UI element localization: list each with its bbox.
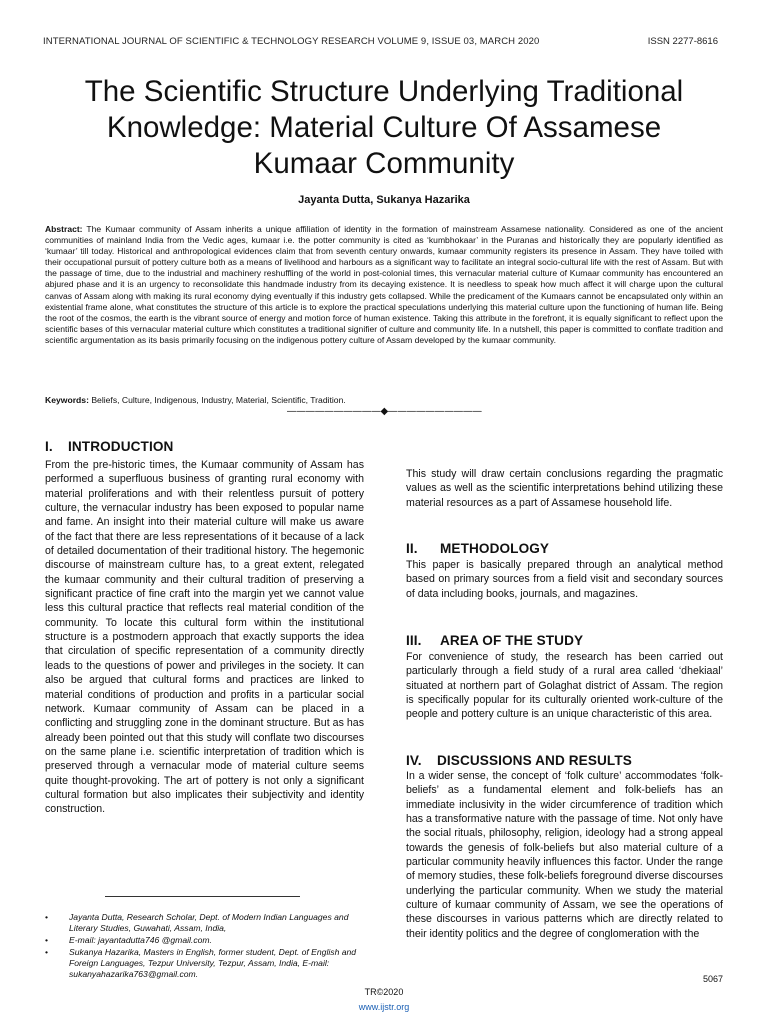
bullet-icon: •	[45, 946, 49, 957]
section-number: II.	[406, 541, 418, 556]
keywords-label: Keywords:	[45, 395, 89, 405]
abstract	[45, 224, 723, 346]
website-link[interactable]: www.ijstr.org	[358, 1002, 410, 1012]
keywords	[45, 395, 346, 405]
section-number: IV.	[406, 753, 422, 768]
section-number: I.	[45, 439, 53, 454]
footnote-item	[45, 912, 365, 934]
bullet-icon: •	[45, 912, 49, 922]
section-heading-area	[406, 633, 583, 648]
footnote-text: Sukanya Hazarika, Masters in English, former student, Dept. of English and Foreign Languages, Tezpur University, Tezpur, Assam, India, E-mail: sukanyahazarika763@gmail.com.	[69, 946, 357, 980]
section-heading-introduction	[45, 439, 173, 454]
copyright: TR©2020	[364, 987, 404, 997]
footnote-item	[45, 947, 365, 981]
section-divider: ——————————◆——————————	[286, 406, 482, 417]
section-title: DISCUSSIONS AND RESULTS	[437, 753, 632, 768]
section-heading-methodology	[406, 541, 549, 556]
introduction-text-continued: This study will draw certain conclusions regarding the pragmatic values as well as the scientific interpretations behind utilizing these material resources as a part of Assamese household life.	[406, 468, 723, 509]
area-text: For convenience of study, the research has been carried out particularly through a field study of a rural area called ‘dhekiaal’ situated at northern part of Golaghat district of Assam. The region is specifically popular for its culturally oriented work-culture of the people and pottery culture is an unique characteristic of this area.	[406, 651, 723, 721]
abstract-text: The Kumaar community of Assam inherits a unique affiliation of identity in the formation of mainstream Assamese nationality. Considered as one of the ancient communities of mainland India from the Vedic ages, kumaar i.e. the potter community is cited as ‘kumbhokaar’ in the Puranas and historically they are popularly identified as ‘kumaar’ till today. Historical and anthropological evidences claim that from seventh century onwards, kumaar community registers its presence in Assam. They have toiled with their occupational pursuit of pottery culture both as a means of livelihood and harbours as a significant way to facilitate an integral socio-cultural life with the rest of Assam. But with the passage of time, due to the industrial and machinery reshuffling of the world in post-colonial times, this vernacular material culture of Kumaar community has encountered an abjured phase and it is an urgency to reconsolidate this handmade industry from its decaying existence. It is needless to speak how much affect it will charge upon the cultural canvas of Assam along with making its rural economy dying eventually if this industry gets collapsed. While the predicament of the Kumaars cannot be encapsulated only within an existential frame alone, what constitutes the structure of this article is to explore the practical speculations underlying this material culture upon the functioning of human life. Being the root of the cosmos, the earth is the vibrant source of energy and motion force of human existence. Taking this attribute in the forefront, it is equally significant to reflect upon the scientific bases of this vernacular material culture which constitutes a traditional signifier of culture and community life. In a nutshell, this paper is committed to conflate tradition and scientific argumentation as its basis primarily focusing on the indigenous pottery culture of Assam developed by the kumaar community.	[45, 224, 723, 345]
paper-title	[50, 74, 718, 182]
journal-header: INTERNATIONAL JOURNAL OF SCIENTIFIC & TECHNOLOGY RESEARCH VOLUME 9, ISSUE 03, MARCH 2020	[43, 36, 540, 47]
footnote-item	[45, 935, 365, 946]
methodology-text: This paper is basically prepared through an analytical method based on primary sources from a field visit and secondary sources of data including books, journals, and magazines.	[406, 559, 723, 600]
authors: Jayanta Dutta, Sukanya Hazarika	[298, 194, 470, 206]
section-number: III.	[406, 633, 422, 648]
bullet-icon: •	[45, 934, 49, 945]
discussion-text: In a wider sense, the concept of ‘folk culture’ accommodates ‘folk-beliefs’ as a fundamental element and folk-beliefs has an immediate inclusivity in the wider circumference of tradition which has a transformative nature with the passage of time. Not only have the social rituals, philosophy, religion, ideology had a strong appeal towards the genesis of folk-beliefs but also material culture of a particular community heavily influences this factor. Under the range of memory studies, these folk-beliefs foreground diverse discourses underlying the particular community. When we study the material culture of kumaar community of Assam, we see the operations of these discourses in various patterns which are directly related to their identity politics and the degree of conglomeration with the	[406, 770, 723, 940]
abstract-label: Abstract:	[45, 224, 83, 234]
page-number: 5067	[702, 974, 723, 984]
footnote-text: Jayanta Dutta, Research Scholar, Dept. of Modern Indian Languages and Literary Studies, Guwahati, Assam, India,	[69, 912, 349, 934]
title-line: Kumaar Community	[253, 147, 515, 180]
footnote-rule	[105, 896, 300, 897]
introduction-text: From the pre-historic times, the Kumaar community of Assam has performed a superfluous business of granting rural economy with material proliferations and with their relentless pursuit of pottery culture, the vernacular industry has been exposed to popular name and fame. An insight into their material culture will make us aware of the fact that there are less representations of it because of a lack of detailed documentation of their traditional history. The hegemonic discourse of mainstream culture has, to a great extent, relegated the kumaar community and their cultural tradition of preserving a significant practice of fine craft into the margin yet we cannot value less this cultural practice that reflects real material condition of the community. To locate this cultural form within the institutional structure is a postmodern approach that exactly supports the idea that circulation of specific representation of a community directly leads to the questions of power and privileges in the society. It can also be argued that cultural forms and practices are linked to material conditions of production and profits in a particular social network. Kumaar community of Assam can be placed in a conflicting and struggling zone in the dominant structure. But as has already been pointed out that this study will conflate two discourses on the same plane i.e. scientific interpretation of tradition which is preserved through a vernacular mode of material culture seems quite thought-provoking. The art of pottery is not only a significant cultural formation but also implicates their subjectivity and identity construction.	[45, 459, 364, 816]
title-line: Knowledge: Material Culture Of Assamese	[106, 111, 662, 144]
section-title: AREA OF THE STUDY	[440, 633, 584, 648]
issn-label: ISSN 2277-8616	[647, 36, 718, 47]
section-title: INTRODUCTION	[68, 439, 174, 454]
keywords-text: Beliefs, Culture, Indigenous, Industry, Material, Scientific, Tradition.	[91, 395, 346, 405]
footnote-text: E-mail: jayantadutta746 @gmail.com.	[69, 934, 212, 945]
section-title: METHODOLOGY	[440, 541, 550, 556]
section-heading-discussion	[406, 753, 632, 768]
title-line: The Scientific Structure Underlying Traditional	[84, 75, 684, 108]
footnotes	[45, 912, 365, 981]
